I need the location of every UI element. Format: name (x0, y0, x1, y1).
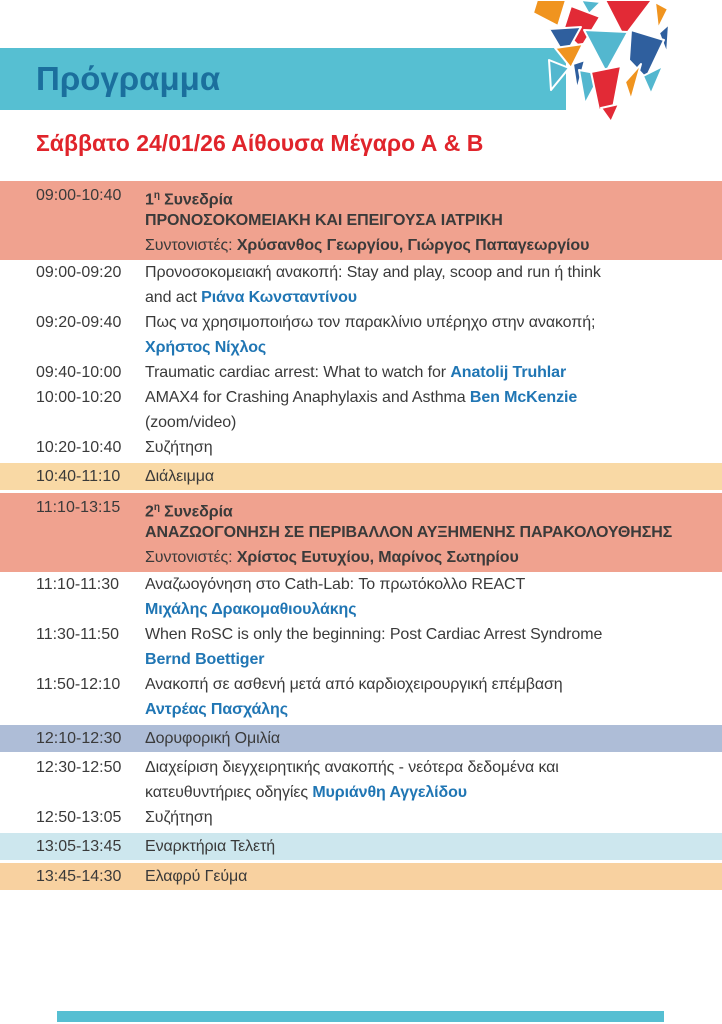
time-slot: 09:40-10:00 (36, 364, 122, 381)
row-content (145, 360, 722, 385)
speaker-name: Anatolij Truhlar (450, 364, 567, 381)
content-line (145, 260, 712, 285)
schedule-row-talk (0, 622, 722, 672)
text-segment: Συζήτηση (145, 439, 213, 456)
text-segment: Αναζωογόνηση στο Cath-Lab: Το πρωτόκολλο REACT (145, 576, 526, 593)
text-segment: Διάλειμμα (145, 468, 214, 485)
content-line (145, 208, 712, 233)
text-segment: Συνεδρία (159, 191, 233, 209)
time-slot: 12:30-12:50 (36, 759, 122, 776)
speaker-name: Μυριάνθη Αγγελίδου (312, 784, 468, 801)
row-content (145, 260, 722, 310)
content-line (145, 233, 712, 258)
speaker-name: Χρήστος Νίχλος (145, 339, 267, 356)
content-line (145, 755, 712, 780)
text-segment: Χρίστος Ευτυχίου, Μαρίνος Σωτηρίου (236, 549, 519, 566)
speaker-name: Bernd Boettiger (145, 651, 265, 668)
text-segment: (zoom/video) (145, 414, 237, 431)
schedule-row-talk (0, 435, 722, 460)
content-line (145, 183, 712, 208)
crystal-heart-logo-icon (521, 0, 669, 122)
schedule-row-talk (0, 260, 722, 310)
text-segment: Συζήτηση (145, 809, 213, 826)
row-content (145, 834, 722, 859)
content-line (145, 572, 712, 597)
schedule-row-talk (0, 385, 722, 435)
text-segment: Εναρκτήρια Τελετή (145, 838, 276, 855)
row-content (145, 864, 722, 889)
text-segment: ΠΡΟΝΟΣΟΚΟΜΕΙΑΚΗ ΚΑΙ ΕΠΕΙΓΟΥΣΑ ΙΑΤΡΙΚΗ (145, 212, 503, 229)
content-line (145, 672, 712, 697)
row-content (145, 805, 722, 830)
content-line (145, 335, 712, 360)
text-segment: AMAX4 for Crashing Anaphylaxis and Asthma (145, 389, 470, 406)
content-line (145, 435, 712, 460)
text-segment: Ελαφρύ Γεύμα (145, 868, 248, 885)
content-line (145, 310, 712, 335)
row-content (145, 385, 722, 435)
schedule-row-talk (0, 672, 722, 722)
time-slot: 11:50-12:10 (36, 676, 121, 693)
text-segment: Συντονιστές: (145, 549, 237, 566)
row-content (145, 183, 722, 258)
schedule-row-talk (0, 805, 722, 830)
row-content (145, 672, 722, 722)
time-slot: 11:10-13:15 (36, 499, 121, 516)
speaker-name: Αντρέας Πασχάλης (145, 701, 288, 718)
schedule-row-session (0, 181, 722, 260)
row-content (145, 495, 722, 570)
content-line (145, 360, 712, 385)
row-content (145, 572, 722, 622)
schedule-row-session (0, 493, 722, 572)
row-content (145, 726, 722, 751)
row-content (145, 435, 722, 460)
schedule-row-talk (0, 310, 722, 360)
schedule-row-talk (0, 360, 722, 385)
content-line (145, 864, 712, 889)
text-segment: κατευθυντήριες οδηγίες (145, 784, 313, 801)
text-segment: η (153, 502, 160, 513)
schedule-row-talk (0, 572, 722, 622)
content-line (145, 726, 712, 751)
schedule-row-satellite (0, 725, 722, 752)
content-line (145, 805, 712, 830)
content-line (145, 622, 712, 647)
row-content (145, 464, 722, 489)
content-line (145, 697, 712, 722)
content-line (145, 780, 712, 805)
text-segment: Πως να χρησιμοποιήσω τον παρακλίνιο υπέρηχο στην ανακοπή; (145, 314, 596, 331)
time-slot: 10:00-10:20 (36, 389, 122, 406)
speaker-name: Ben McKenzie (469, 389, 578, 406)
schedule-row-lunch (0, 863, 722, 890)
text-segment: Διαχείριση διεγχειρητικής ανακοπής - νεότερα δεδομένα και (145, 759, 559, 776)
schedule (0, 181, 722, 893)
schedule-row-talk (0, 755, 722, 805)
time-slot: 10:20-10:40 (36, 439, 122, 456)
time-slot: 12:50-13:05 (36, 809, 122, 826)
text-segment: When RoSC is only the beginning: Post Cardiac Arrest Syndrome (145, 626, 603, 643)
text-segment: ΑΝΑΖΩΟΓΟΝΗΣΗ ΣΕ ΠΕΡΙΒΑΛΛΟΝ ΑΥΞΗΜΕΝΗΣ ΠΑΡΑΚΟΛΟΥΘΗΣΗΣ (145, 524, 673, 541)
content-line (145, 597, 712, 622)
schedule-row-break (0, 463, 722, 490)
time-slot: 13:45-14:30 (36, 868, 122, 885)
row-content (145, 310, 722, 360)
schedule-row-ceremony (0, 833, 722, 860)
speaker-name: Ριάνα Κωνσταντίνου (201, 289, 358, 306)
date-heading: Σάββατο 24/01/26 Αίθουσα Μέγαρο Α & Β (36, 130, 484, 156)
time-slot: 09:00-10:40 (36, 187, 122, 204)
content-line (145, 834, 712, 859)
row-content (145, 622, 722, 672)
time-slot: 11:30-11:50 (36, 626, 120, 643)
time-slot: 11:10-11:30 (36, 576, 120, 593)
time-slot: 09:20-09:40 (36, 314, 122, 331)
text-segment: Χρύσανθος Γεωργίου, Γιώργος Παπαγεωργίου (236, 237, 590, 254)
page-title: Πρόγραμμα (36, 60, 221, 97)
text-segment: and act (145, 289, 202, 306)
content-line (145, 410, 712, 435)
text-segment: Traumatic cardiac arrest: What to watch for (145, 364, 451, 381)
text-segment: Ανακοπή σε ασθενή μετά από καρδιοχειρουργική επέμβαση (145, 676, 563, 693)
content-line (145, 385, 712, 410)
text-segment: Προνοσοκομειακή ανακοπή: Stay and play, scoop and run ή think (145, 264, 601, 281)
text-segment: Συνεδρία (159, 503, 233, 521)
content-line (145, 520, 712, 545)
text-segment: 1 (145, 191, 154, 209)
time-slot: 09:00-09:20 (36, 264, 122, 281)
content-line (145, 464, 712, 489)
time-slot: 10:40-11:10 (36, 468, 121, 485)
text-segment: η (153, 190, 160, 201)
time-slot: 12:10-12:30 (36, 730, 122, 747)
time-slot: 13:05-13:45 (36, 838, 122, 855)
content-line (145, 495, 712, 520)
content-line (145, 545, 712, 570)
footer-band (57, 1011, 664, 1022)
content-line (145, 285, 712, 310)
text-segment: Δορυφορική Ομιλία (145, 730, 281, 747)
text-segment: 2 (145, 503, 154, 521)
speaker-name: Μιχάλης Δρακομαθιουλάκης (145, 601, 357, 618)
content-line (145, 647, 712, 672)
row-content (145, 755, 722, 805)
text-segment: Συντονιστές: (145, 237, 237, 254)
